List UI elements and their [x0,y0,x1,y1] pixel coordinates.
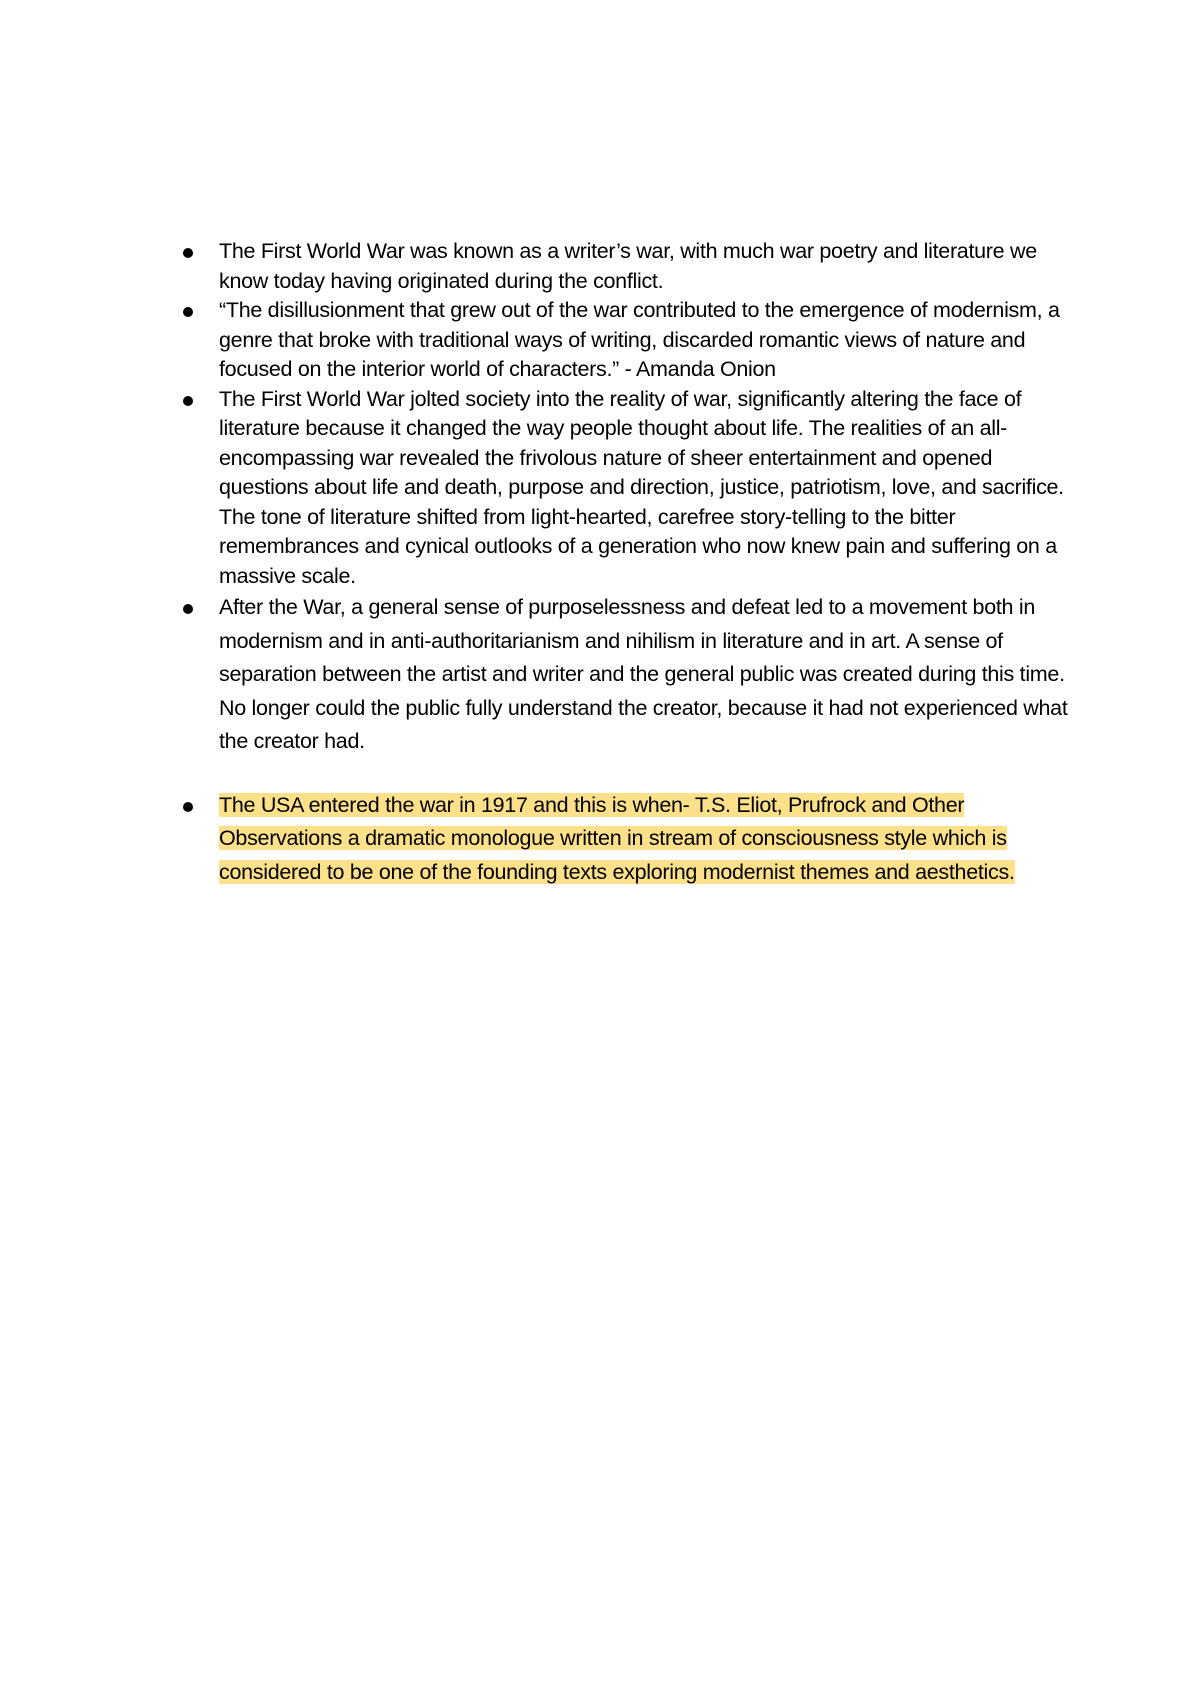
bullet-list [183,237,1068,889]
list-item-text: The First World War jolted society into the reality of war, significantly altering the face of literature because it changed the way people thought about life. The realities of an all-encompassing war revealed the frivolous nature of sheer entertainment and opened questions about life and death, purpose and direction, justice, patriotism, love, and sacrifice. The tone of literature shifted from light-hearted, carefree story-telling to the bitter remembrances and cynical outlooks of a generation who now knew pain and suffering on a massive scale. [219,386,1064,588]
bullet-icon [183,604,193,614]
list-item [183,296,1068,385]
list-item-highlighted [183,789,1068,890]
bullet-icon [183,307,193,317]
list-item-text: The First World War was known as a writer’s war, with much war poetry and literature we know today having originated during the conflict. [219,239,1037,293]
list-item-text [219,789,1068,890]
list-item-text: “The disillusionment that grew out of the war contributed to the emergence of modernism, a genre that broke with traditional ways of writing, discarded romantic views of nature and focused on the interior world of characters.” - Amanda Onion [219,298,1060,381]
bullet-icon [183,396,193,406]
list-item [183,237,1068,296]
bullet-icon [183,248,193,258]
list-item [183,385,1068,592]
bullet-icon [183,802,193,812]
highlighted-text: The USA entered the war in 1917 and this is when- T.S. Eliot, Prufrock and Other Observations a dramatic monologue written in stream of consciousness style which is considered to be one of the founding texts exploring modernist themes and aesthetics. [219,792,1015,884]
list-item-text: After the War, a general sense of purposelessness and defeat led to a movement both in modernism and in anti-authoritarianism and nihilism in literature and in art. A sense of separation between the artist and writer and the general public was created during this time. No longer could the public fully understand the creator, because it had not experienced what the creator had. [219,595,1068,753]
list-item [183,591,1068,759]
